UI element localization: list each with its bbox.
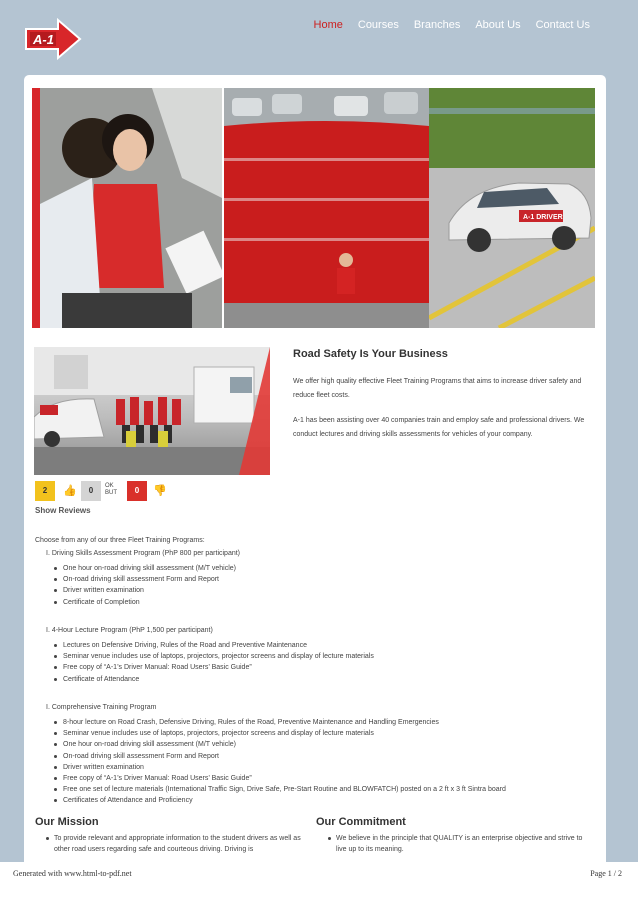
nav-home[interactable]: Home (313, 19, 343, 31)
list-item: Free copy of “A-1’s Driver Manual: Road Users’ Basic Guide” (54, 773, 506, 784)
svg-text:A-1: A-1 (33, 32, 54, 47)
list-item: Free copy of “A-1’s Driver Manual: Road Users’ Basic Guide” (54, 662, 374, 673)
thumbs-up-icon[interactable]: 👍 (63, 485, 77, 497)
main-nav (314, 19, 590, 31)
list-item: Certificate of Attendance (54, 674, 374, 685)
program-items-2 (54, 640, 374, 685)
mission-heading: Our Mission (35, 816, 99, 828)
list-item: One hour on-road driving skill assessment (M/T vehicle) (54, 563, 236, 574)
nav-branches[interactable]: Branches (413, 19, 461, 31)
program-title-3: I. Comprehensive Training Program (46, 704, 157, 711)
nav-courses[interactable]: Courses (357, 19, 399, 31)
mission-text: To provide relevant and appropriate information to the student drivers as well as other road users regarding safe and courteous driving. Driving is (54, 835, 301, 853)
good-review-count: 2 (35, 481, 55, 501)
a1-logo[interactable] (24, 17, 82, 61)
programs-intro: Choose from any of our three Fleet Training Programs: (35, 537, 205, 544)
list-item: Driver written examination (54, 585, 236, 596)
program-title-2: I. 4-Hour Lecture Program (PhP 1,500 per participant) (46, 627, 213, 634)
list-item: Lectures on Defensive Driving, Rules of the Road and Preventive Maintenance (54, 640, 374, 651)
ok-review-count: 0 (81, 481, 101, 501)
hero-photo-group (224, 88, 429, 328)
ok-but-label[interactable]: OK BUT (105, 483, 117, 496)
thumbs-down-icon[interactable]: 👎 (153, 485, 167, 497)
nav-about-us[interactable]: About Us (475, 19, 521, 31)
list-item: Seminar venue includes use of laptops, projectors, projector screens and display of lecture materials (54, 728, 506, 739)
content-card (24, 75, 606, 862)
show-reviews-link[interactable]: Show Reviews (35, 506, 91, 515)
feature-title: Road Safety Is Your Business (293, 348, 448, 360)
nav-contact-us[interactable]: Contact Us (535, 19, 590, 31)
bad-review-count: 0 (127, 481, 147, 501)
hero-photo-instructor (32, 88, 222, 328)
footer-page-number: Page 1 / 2 (590, 869, 622, 878)
list-item: On-road driving skill assessment Form and Report (54, 574, 236, 585)
list-item: Seminar venue includes use of laptops, projectors, projector screens and display of lecture materials (54, 651, 374, 662)
commitment-heading: Our Commitment (316, 816, 406, 828)
list-item: On-road driving skill assessment Form and Report (54, 751, 506, 762)
footer-generated: Generated with www.html-to-pdf.net (13, 869, 132, 878)
list-item: Driver written examination (54, 762, 506, 773)
hero-photo-car (429, 88, 595, 328)
feature-photo-fleet (34, 347, 270, 475)
list-item: Free one set of lecture materials (International Traffic Sign, Drive Safe, Pre-Start Routine and BLOWFATCH) posted on a 2 ft x 3 ft Sintra board (54, 784, 506, 795)
commitment-text: We believe in the principle that QUALITY is an enterprise objective and strive to live up to its meaning. (336, 835, 583, 853)
program-title-1: I. Driving Skills Assessment Program (PhP 800 per participant) (46, 550, 241, 557)
list-item: 8-hour lecture on Road Crash, Defensive Driving, Rules of the Road, Preventive Maintenance and Handling Emergencies (54, 717, 506, 728)
feature-paragraph-2: A-1 has been assisting over 40 companies train and employ safe and professional drivers. We conduct lectures and driving skills assessments for vehicles of your company. (293, 417, 585, 438)
list-item: Certificates of Attendance and Proficiency (54, 795, 506, 806)
feature-paragraph-1: We offer high quality effective Fleet Training Programs that aims to increase driver safety and reduce fleet costs. (293, 378, 582, 399)
list-item: Certificate of Completion (54, 597, 236, 608)
car-decal-text: A-1 DRIVER (523, 214, 563, 221)
program-items-1 (54, 563, 236, 608)
list-item: One hour on-road driving skill assessment (M/T vehicle) (54, 739, 506, 750)
program-items-3 (54, 717, 506, 807)
